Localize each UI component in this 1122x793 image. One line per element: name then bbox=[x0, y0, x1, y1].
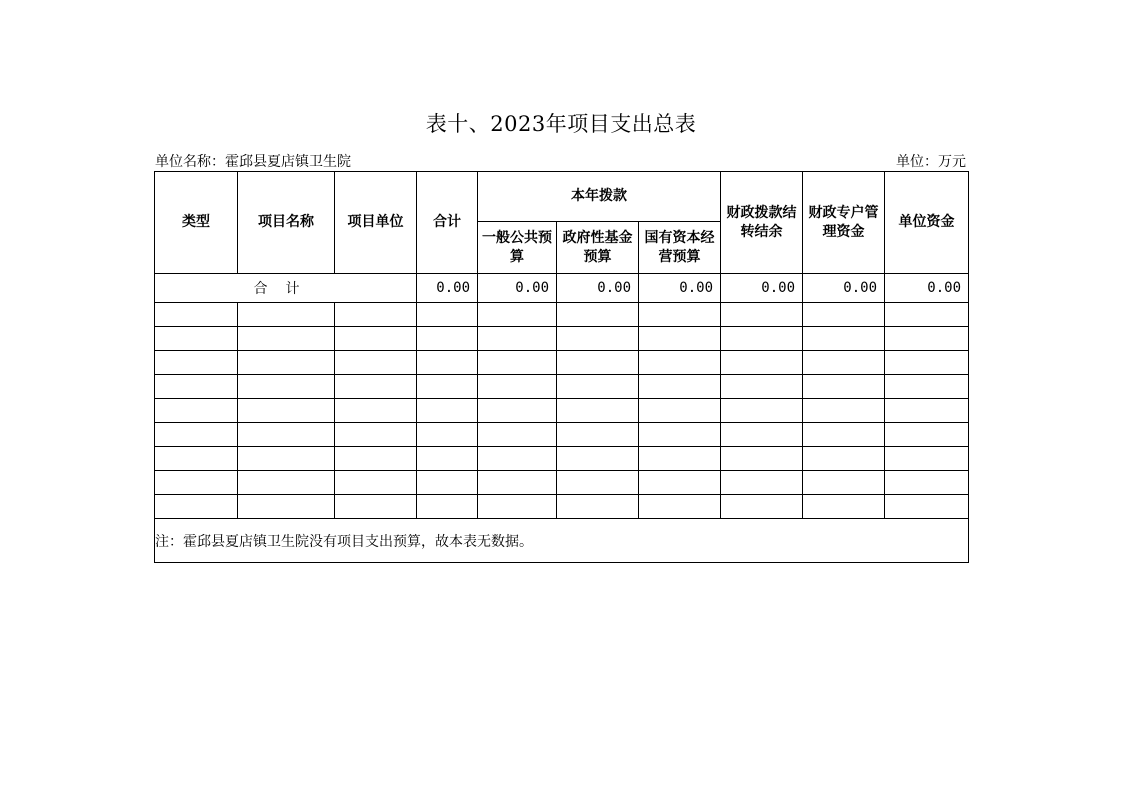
table-row bbox=[155, 495, 969, 519]
unit-name-label: 单位名称：霍邱县夏店镇卫生院 bbox=[155, 154, 351, 170]
table-row bbox=[155, 447, 969, 471]
header-total: 合计 bbox=[417, 172, 478, 274]
total-value-gov-fund-budget: 0.00 bbox=[557, 274, 639, 303]
header-project-name: 项目名称 bbox=[238, 172, 335, 274]
table-row bbox=[155, 399, 969, 423]
header-gov-fund-budget: 政府性基金预算 bbox=[557, 222, 639, 274]
header-carryover: 财政拨款结转结余 bbox=[721, 172, 803, 274]
table-row bbox=[155, 423, 969, 447]
table-row bbox=[155, 375, 969, 399]
meta-row bbox=[155, 151, 968, 171]
header-state-capital-budget: 国有资本经营预算 bbox=[639, 222, 721, 274]
table-row bbox=[155, 327, 969, 351]
note-row bbox=[155, 519, 969, 563]
header-current-year-allocation: 本年拨款 bbox=[478, 172, 721, 222]
page-title: 表十、2023年项目支出总表 bbox=[425, 112, 697, 136]
total-value-general-budget: 0.00 bbox=[478, 274, 557, 303]
table-row bbox=[155, 471, 969, 495]
header-unit-funds: 单位资金 bbox=[885, 172, 969, 274]
header-general-budget: 一般公共预算 bbox=[478, 222, 557, 274]
unit-label: 单位：万元 bbox=[896, 154, 966, 170]
total-label: 合计 bbox=[155, 274, 417, 303]
header-special-funds: 财政专户管理资金 bbox=[803, 172, 885, 274]
total-value-carryover: 0.00 bbox=[721, 274, 803, 303]
project-expenditure-table bbox=[154, 171, 969, 563]
table-row bbox=[155, 351, 969, 375]
total-value-state-capital-budget: 0.00 bbox=[639, 274, 721, 303]
total-value-total: 0.00 bbox=[417, 274, 478, 303]
total-value-special-funds: 0.00 bbox=[803, 274, 885, 303]
total-row bbox=[155, 274, 969, 303]
note-text: 注：霍邱县夏店镇卫生院没有项目支出预算，故本表无数据。 bbox=[155, 519, 969, 563]
total-value-unit-funds: 0.00 bbox=[885, 274, 969, 303]
header-project-unit: 项目单位 bbox=[335, 172, 417, 274]
table-row bbox=[155, 303, 969, 327]
header-type: 类型 bbox=[155, 172, 238, 274]
